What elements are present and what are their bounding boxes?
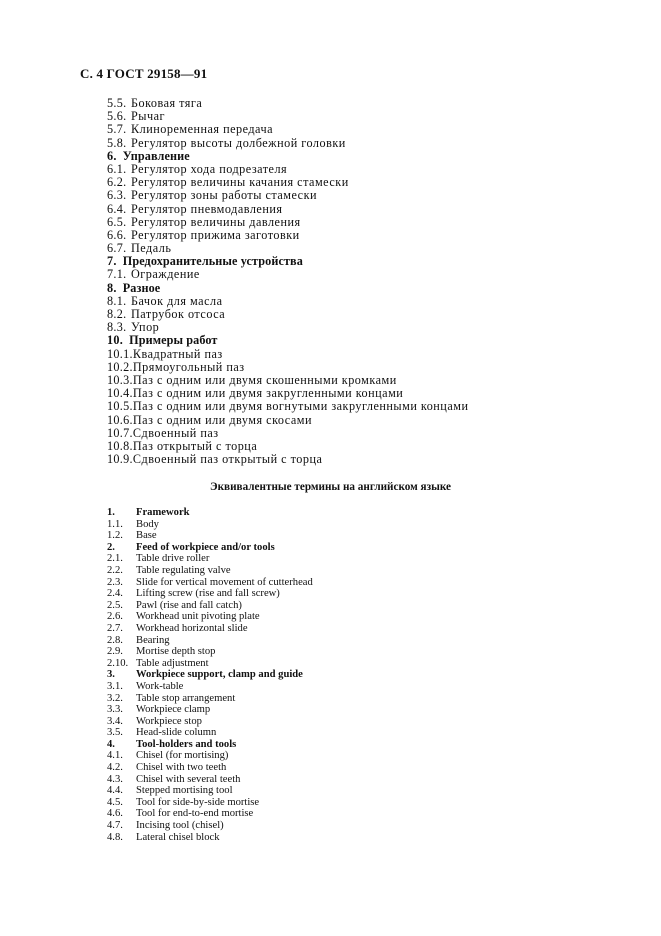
term-text: Регулятор зоны работы стамески [131,188,318,203]
term-number: 8.3. [107,320,127,335]
term-number: 4.3. [107,773,123,785]
term-number: 10.7. [107,425,133,440]
en-term-item [107,635,587,647]
term-number: 10.4. [107,386,133,401]
term-number: 6.5. [107,214,127,229]
term-number: 3.1. [107,680,123,692]
en-term-item [107,693,587,705]
term-number: 10.8. [107,438,133,453]
term-number: 5.5. [107,96,127,110]
term-number: 4.2. [107,762,123,774]
term-number: 1.2. [107,530,123,542]
term-text: Chisel with several teeth [136,773,241,785]
term-text: Управление [122,148,190,163]
term-text: Chisel with two teeth [136,762,227,774]
term-text: Паз с одним или двумя скосами [132,412,312,427]
term-text: Регулятор прижима заготовки [131,227,300,242]
term-text: Lifting screw (rise and fall screw) [136,588,280,600]
ru-term-item [107,308,607,321]
term-text: Регулятор величины качания стамески [131,175,349,190]
term-number: 1. [107,507,115,518]
ru-term-item [107,453,607,466]
en-term-item [107,762,587,774]
term-text: Table adjustment [136,657,209,669]
term-number: 6.1. [107,161,127,176]
term-text: Workhead unit pivoting plate [136,611,260,623]
en-term-item [107,565,587,577]
en-term-item [107,820,587,832]
en-term-item [107,519,587,531]
term-text: Pawl (rise and fall catch) [136,599,242,611]
en-term-item [107,704,587,716]
term-number: 2.5. [107,599,123,611]
term-number: 8. [107,280,117,295]
term-number: 4.4. [107,785,123,797]
ru-term-item [107,229,607,242]
term-text: Tool-holders and tools [136,738,237,750]
term-number: 2.10. [107,657,129,669]
term-text: Клиноременная передача [131,122,274,137]
term-text: Сдвоенный паз открытый с торца [132,452,323,467]
term-number: 2.6. [107,611,123,623]
en-term-item [107,623,587,635]
term-text: Регулятор высоты долбежной головки [131,135,346,150]
term-text: Incising tool (chisel) [136,820,224,832]
en-term-section-heading [107,507,587,519]
term-text: Рычаг [131,109,166,124]
term-text: Work-table [136,680,184,692]
term-number: 5.6. [107,109,127,124]
en-term-item [107,588,587,600]
term-number: 4.8. [107,831,123,843]
term-text: Workpiece clamp [136,704,211,716]
term-number: 4.7. [107,820,123,832]
term-number: 4.6. [107,808,123,820]
term-number: 4.5. [107,796,123,808]
term-number: 3.3. [107,704,123,716]
en-term-item [107,600,587,612]
ru-term-item [107,97,607,110]
en-term-item [107,808,587,820]
english-terms-list [107,507,587,843]
term-text: Framework [136,507,190,518]
term-text: Упор [131,320,160,335]
en-term-item [107,785,587,797]
term-text: Table regulating valve [136,564,231,576]
en-term-item [107,530,587,542]
term-text: Регулятор пневмодавления [131,201,283,216]
term-number: 5.7. [107,122,127,137]
term-text: Регулятор хода подрезателя [131,161,288,176]
term-text: Bearing [136,634,170,646]
term-text: Сдвоенный паз [132,425,219,440]
term-number: 2.7. [107,622,123,634]
term-text: Head-slide column [136,727,217,739]
term-text: Бачок для масла [131,293,223,308]
term-number: 3.4. [107,715,123,727]
term-text: Chisel (for mortising) [136,750,229,762]
russian-terms-list [107,97,607,466]
term-text: Tool for side-by-side mortise [136,796,260,808]
term-number: 2. [107,541,115,553]
term-number: 6. [107,148,117,163]
term-text: Workpiece stop [136,715,202,727]
term-text: Body [136,518,159,530]
term-number: 2.2. [107,564,123,576]
term-number: 7.1. [107,267,127,282]
term-number: 1.1. [107,518,123,530]
term-text: Педаль [131,241,172,256]
term-number: 3.2. [107,692,123,704]
term-text: Feed of workpiece and/or tools [136,541,275,553]
term-number: 6.4. [107,201,127,216]
en-term-item [107,832,587,844]
english-equivalents-heading: Эквивалентные термины на английском языке [210,481,451,493]
term-number: 6.3. [107,188,127,203]
term-number: 5.8. [107,135,127,150]
term-text: Квадратный паз [132,346,223,361]
term-number: 4.1. [107,750,123,762]
term-text: Паз открытый с торца [132,438,258,453]
term-number: 2.9. [107,646,123,658]
term-text: Паз с одним или двумя скошенными кромками [132,372,397,387]
term-text: Workpiece support, clamp and guide [136,669,303,681]
term-text: Боковая тяга [131,96,203,110]
term-text: Регулятор величины давления [131,214,301,229]
term-number: 10.2. [107,359,133,374]
term-text: Tool for end-to-end mortise [136,808,254,820]
en-term-item [107,716,587,728]
en-term-section-heading [107,739,587,751]
term-text: Slide for vertical movement of cutterhead [136,576,313,588]
term-text: Table drive roller [136,553,210,565]
term-text: Предохранительные устройства [122,254,303,269]
en-term-item [107,611,587,623]
en-term-item [107,727,587,739]
term-number: 10.1. [107,346,133,361]
term-text: Lateral chisel block [136,831,220,843]
term-number: 8.2. [107,307,127,321]
term-number: 2.4. [107,588,123,600]
term-text: Ограждение [131,267,200,282]
en-term-item [107,774,587,786]
term-number: 2.1. [107,553,123,565]
en-term-item [107,646,587,658]
term-text: Паз с одним или двумя вогнутыми закругленными концами [132,399,469,414]
term-text: Примеры работ [129,333,218,348]
term-text: Workhead horizontal slide [136,622,248,634]
term-text: Паз с одним или двумя закругленными концами [132,386,404,401]
term-text: Table stop arrangement [136,692,236,704]
term-number: 10.3. [107,372,133,387]
term-number: 6.7. [107,241,127,256]
term-number: 6.6. [107,227,127,242]
term-text: Stepped mortising tool [136,785,233,797]
en-term-item [107,797,587,809]
en-term-section-heading [107,542,587,554]
term-number: 6.2. [107,175,127,190]
term-text: Патрубок отсоса [131,307,226,321]
en-term-item [107,750,587,762]
term-number: 7. [107,254,117,269]
en-term-item [107,681,587,693]
page-header: С. 4 ГОСТ 29158—91 [80,66,208,81]
term-number: 4. [107,738,115,750]
en-term-item [107,658,587,670]
term-number: 2.8. [107,634,123,646]
term-number: 3. [107,669,115,681]
term-number: 2.3. [107,576,123,588]
term-text: Base [136,530,157,542]
term-text: Mortise depth stop [136,646,216,658]
term-text: Прямоугольный паз [132,359,245,374]
en-term-section-heading [107,669,587,681]
term-number: 10.9. [107,452,133,467]
ru-term-item [107,268,607,281]
term-number: 10.5. [107,399,133,414]
term-number: 8.1. [107,293,127,308]
term-number: 10. [107,333,124,348]
en-term-item [107,577,587,589]
en-term-item [107,553,587,565]
term-number: 10.6. [107,412,133,427]
term-number: 3.5. [107,727,123,739]
term-text: Разное [122,280,161,295]
